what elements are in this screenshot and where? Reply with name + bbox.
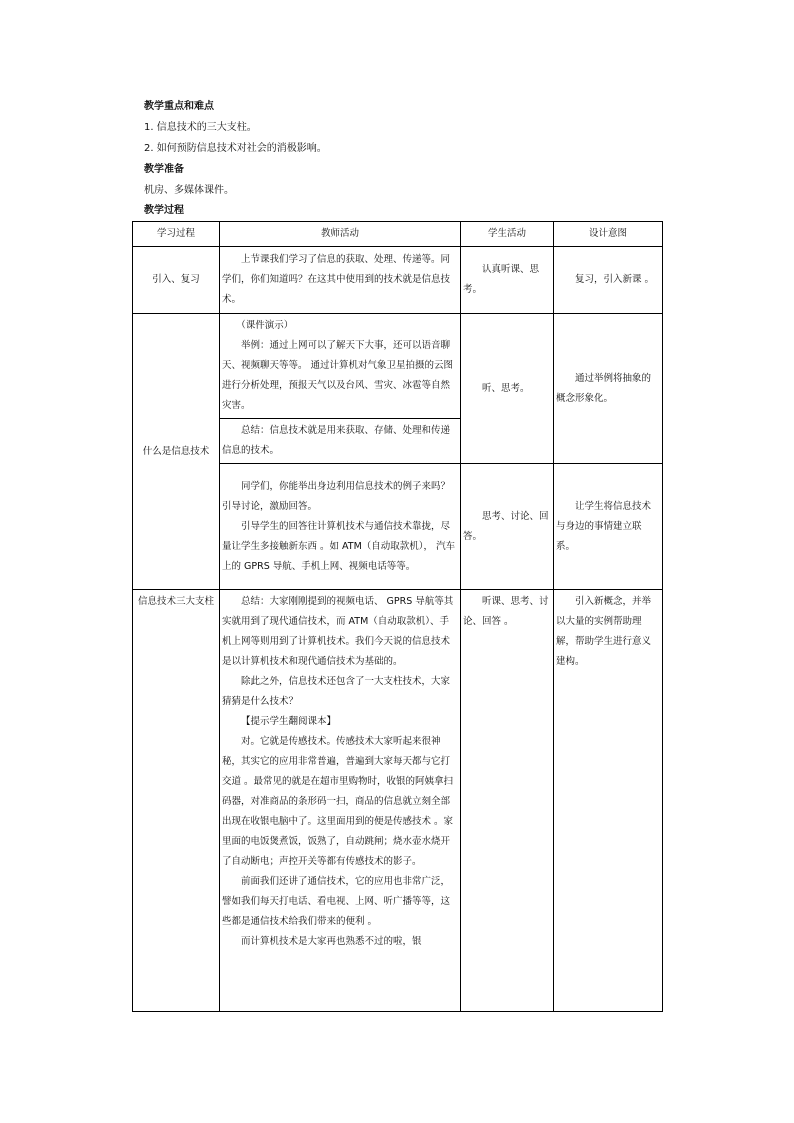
table-header-row xyxy=(133,222,663,247)
student-text: 思考、讨论、回答。 xyxy=(463,510,549,542)
intent-cell xyxy=(554,314,663,464)
intent-cell xyxy=(554,464,663,590)
intent-text: 引入新概念，并举以大量的实例帮助理解，帮助学生进行意义建构。 xyxy=(556,596,652,667)
teacher-text: 引导学生的回答往计算机技术与通信技术靠拢，尽量让学生多接触新东西 。如 ATM（自动取款机）， 汽车上的 GPRS 导航、手机上网、视频电话等等。 xyxy=(222,520,456,572)
teacher-text: 前面我们还讲了通信技术，它的应用也非常广泛，譬如我们每天打电话、看电视、上网、听广播等等，这些都是通信技术给我们带来的便利 。 xyxy=(222,876,451,927)
intent-text: 让学生将信息技术与身边的事情建立联系。 xyxy=(556,500,652,552)
teacher-text: 【提示学生翻阅课本】 xyxy=(241,716,337,727)
stage-cell: 什么是信息技术 xyxy=(133,314,220,590)
teacher-text: 举例：通过上网可以了解天下大事，还可以语音聊天、视频聊天等等。 通过计算机对气象卫星拍摄的云图进行分析处理，预报天气以及台风、雪灾、冰雹等自然灾害。 xyxy=(222,340,454,411)
intent-cell xyxy=(554,247,663,314)
teacher-text: 同学们，你能举出身边利用信息技术的例子来吗？引导讨论，激励回答。 xyxy=(222,480,451,512)
header-teacher: 教师活动 xyxy=(220,222,461,247)
intent-text: 通过举例将抽象的概念形象化。 xyxy=(556,372,652,404)
heading-process: 教学过程 xyxy=(144,205,184,216)
intent-text: 复习，引入新课 。 xyxy=(575,274,655,285)
teacher-cell xyxy=(220,419,461,464)
header-student: 学生活动 xyxy=(461,222,554,247)
teaching-process-table xyxy=(132,221,663,1012)
student-cell xyxy=(461,247,554,314)
teacher-cell xyxy=(220,314,461,419)
student-text: 听、思考。 xyxy=(482,382,530,394)
teacher-cell xyxy=(220,464,461,590)
header-stage: 学习过程 xyxy=(133,222,220,247)
teacher-cell xyxy=(220,247,461,314)
student-text: 听课、思考、讨论、回答 。 xyxy=(463,596,549,627)
student-cell xyxy=(461,314,554,464)
heading-key-points: 教学重点和难点 xyxy=(144,101,214,112)
student-cell xyxy=(461,464,554,590)
teacher-text: 除此之外，信息技术还包含了一大支柱技术，大家猜猜是什么技术？ xyxy=(222,676,451,707)
student-text: 认真听课、思考。 xyxy=(463,264,540,295)
preparation-text: 机房、多媒体课件。 xyxy=(144,185,234,196)
teacher-text: 对。它就是传感技术。传感技术大家听起来很神秘，其实它的应用非常普遍，普遍到大家每天都与它打交道 。最常见的就是在超市里购物时，收银的阿姨拿扫码器，对准商品的条形码一扫，商品的信息就立刻全部出现在收银电脑中了。这里面用到的便是传感技术 。家里面的电饭煲煮饭，饭熟了，自动跳闸；烧水壶水烧开了自动断电；声控开关等都有传感技术的影子。 xyxy=(222,736,454,867)
intent-cell xyxy=(554,590,663,1012)
stage-cell: 引入、复习 xyxy=(133,247,220,314)
heading-preparation: 教学准备 xyxy=(144,164,184,175)
key-point-1: 1. 信息技术的三大支柱。 xyxy=(144,122,257,133)
teacher-text: 上节课我们学习了信息的获取、处理、传递等。同学们，你们知道吗？在这其中使用到的技术就是信息技术。 xyxy=(222,254,451,305)
teacher-text: 而计算机技术是大家再也熟悉不过的啦，银 xyxy=(241,936,422,947)
table-row xyxy=(133,314,663,419)
student-cell xyxy=(461,590,554,1012)
header-intent: 设计意图 xyxy=(554,222,663,247)
stage-cell: 信息技术三大支柱 xyxy=(133,590,220,1012)
key-point-2: 2. 如何预防信息技术对社会的消极影响。 xyxy=(144,143,327,154)
teacher-text: （课件演示） xyxy=(236,320,294,331)
teacher-text: 总结：大家刚刚提到的视频电话、 GPRS 导航等其实就用到了现代通信技术，而 ATM（自动取款机）、手机上网等则用到了计算机技术。我们今天说的信息技术是以计算机技术和现代通信技术为基础的。 xyxy=(222,596,454,667)
table-row xyxy=(133,247,663,314)
teacher-cell xyxy=(220,590,461,1012)
teacher-text: 总结：信息技术就是用来获取、存储、处理和传递信息的技术。 xyxy=(222,425,451,456)
table-row xyxy=(133,590,663,1012)
